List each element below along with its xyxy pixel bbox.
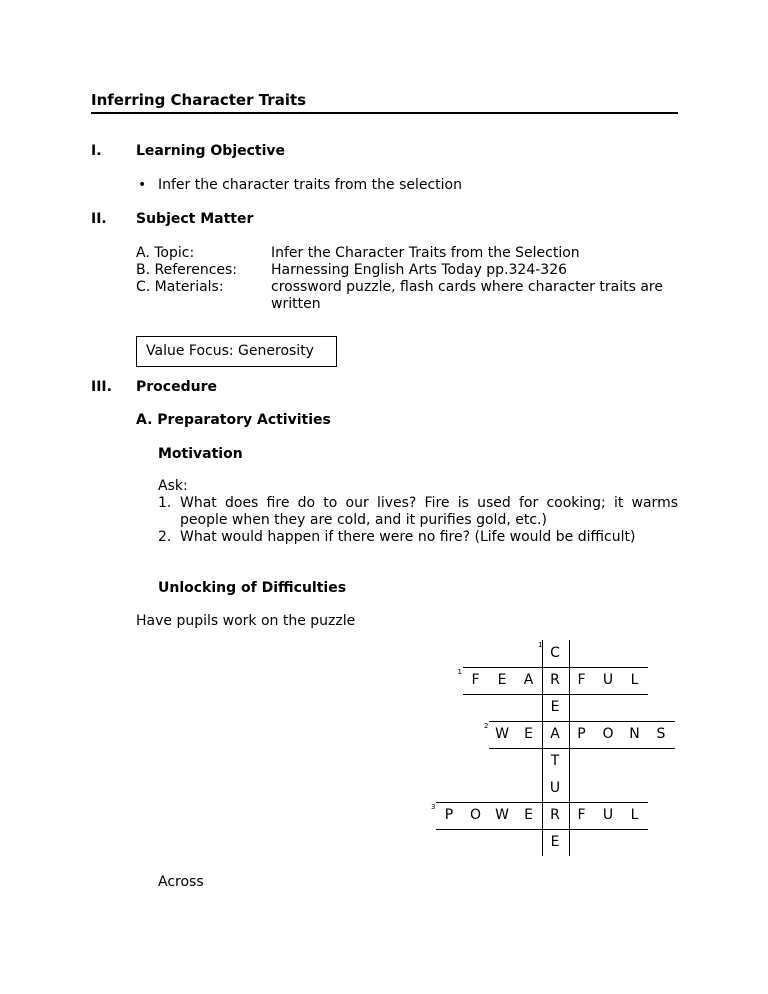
crossword-cell: E (524, 726, 533, 742)
materials-value-line-1: crossword puzzle, flash cards where character traits are (271, 279, 663, 295)
crossword-cell: S (656, 726, 666, 742)
clue-number-across-3: 3 (431, 803, 436, 811)
grid-line (489, 748, 675, 749)
question-1-number: 1. (158, 495, 172, 511)
crossword-cell: F (471, 672, 480, 688)
across-heading: Across (158, 874, 204, 890)
title-rule (91, 112, 678, 114)
question-1: What does fire do to our lives? Fire is used for cooking; it warms people when they are cold, and it purifies gold, etc.) (180, 495, 678, 528)
crossword-cell: A (523, 672, 534, 688)
preparatory-activities-heading: A. Preparatory Activities (136, 412, 331, 428)
clue-number-down-1: 1 (538, 641, 543, 649)
crossword-cell: U (549, 780, 561, 796)
crossword-cell: P (577, 726, 586, 742)
page-title: Inferring Character Traits (91, 91, 307, 109)
section-2-numeral: II. (91, 211, 107, 227)
objective-item: Infer the character traits from the selection (158, 177, 462, 193)
topic-label: A. Topic: (136, 245, 195, 261)
ask-label: Ask: (158, 478, 188, 494)
section-3-heading: Procedure (136, 379, 217, 395)
crossword-cell: E (524, 807, 533, 823)
section-1-heading: Learning Objective (136, 143, 286, 159)
grid-line (463, 667, 649, 668)
crossword-cell: R (550, 807, 560, 823)
unlocking-heading: Unlocking of Difficulties (158, 580, 347, 596)
question-2-number: 2. (158, 529, 172, 545)
crossword-cell: R (550, 672, 560, 688)
crossword-cell: T (550, 753, 560, 769)
bullet-icon: • (138, 177, 147, 193)
value-focus-box (136, 336, 337, 367)
section-2-heading: Subject Matter (136, 211, 254, 227)
grid-line (463, 694, 649, 695)
crossword-cell: E (550, 699, 560, 715)
crossword-cell: O (602, 726, 614, 742)
crossword-cell: W (495, 807, 509, 823)
section-3-numeral: III. (91, 379, 112, 395)
crossword-cell: A (550, 726, 560, 742)
grid-line (436, 802, 648, 803)
crossword-cell: F (577, 672, 586, 688)
crossword-cell: W (495, 726, 509, 742)
crossword-cell: U (602, 807, 614, 823)
crossword-cell: F (577, 807, 586, 823)
clue-number-across-1: 1 (457, 668, 462, 676)
grid-line (489, 721, 675, 722)
puzzle-instruction: Have pupils work on the puzzle (136, 613, 356, 629)
value-focus-text: Value Focus: Generosity (146, 343, 314, 359)
motivation-heading: Motivation (158, 446, 243, 462)
crossword-cell: E (497, 672, 507, 688)
crossword-cell: N (629, 726, 640, 742)
crossword-cell: E (550, 834, 560, 850)
references-value: Harnessing English Arts Today pp.324-326 (271, 262, 568, 278)
materials-value-line-2: written (271, 296, 321, 312)
references-label: B. References: (136, 262, 238, 278)
question-2: What would happen if there were no fire? (Life would be difficult) (180, 529, 636, 545)
crossword-cell: O (469, 807, 482, 823)
crossword-cell: C (550, 645, 560, 661)
section-1-numeral: I. (91, 143, 102, 159)
clue-number-across-2: 2 (484, 722, 489, 730)
crossword-cell: L (630, 672, 639, 688)
crossword-cell: P (444, 807, 454, 823)
crossword-cell: L (630, 807, 639, 823)
materials-label: C. Materials: (136, 279, 224, 295)
crossword-cell: U (602, 672, 614, 688)
topic-value: Infer the Character Traits from the Selection (271, 245, 580, 261)
grid-line (436, 829, 648, 830)
